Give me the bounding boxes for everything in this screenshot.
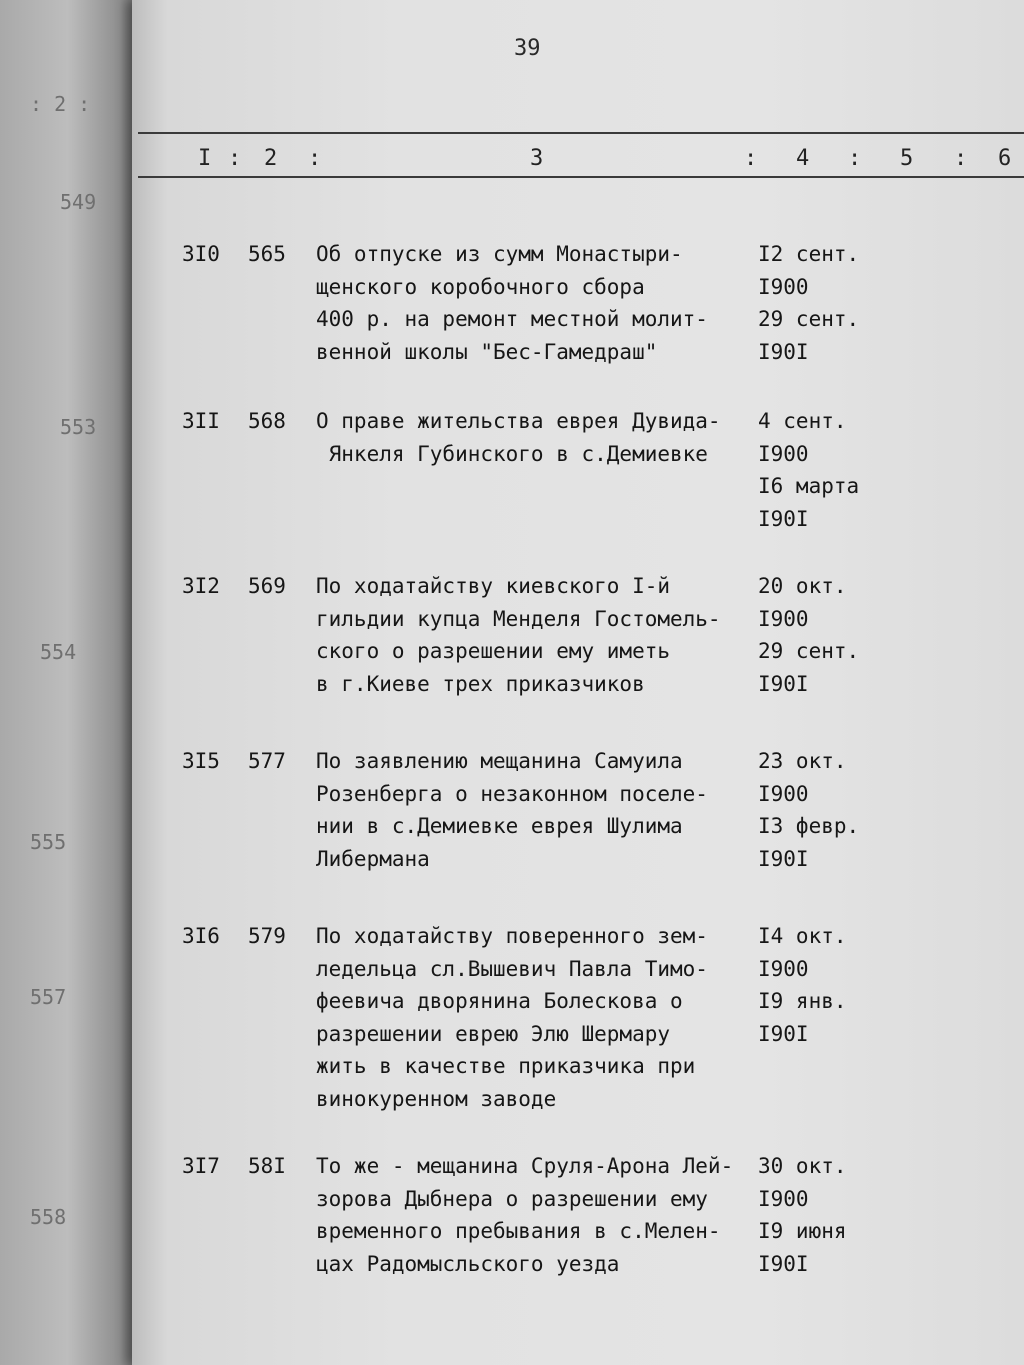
entry-description	[316, 1150, 756, 1280]
date-line: I90I	[758, 671, 809, 696]
column-header-5: 5	[900, 146, 914, 171]
facing-page-text-fragment: 555	[30, 830, 67, 854]
description-line: ского о разрешении ему иметь	[316, 639, 671, 663]
facing-page-text-fragment: 549	[60, 190, 97, 214]
date-line: 4 сент.	[758, 409, 847, 433]
description-line: цах Радомысльского уезда	[316, 1251, 620, 1276]
date-line: 30 окт.	[758, 1154, 847, 1178]
column-separator: :	[744, 146, 758, 171]
description-line: временного пребывания в с.Мелен-	[316, 1219, 721, 1243]
date-line: I90I	[758, 846, 809, 871]
entry-dates	[758, 920, 898, 1050]
date-line: I900	[758, 1186, 809, 1211]
entry-number: 3I5	[182, 749, 220, 773]
entry-description	[316, 405, 756, 470]
description-line: винокуренном заводе	[316, 1086, 557, 1111]
date-line: I9 июня	[758, 1219, 847, 1243]
description-line: Об отпуске из сумм Монастыри-	[316, 242, 683, 266]
date-line: I90I	[758, 339, 809, 364]
date-line: I900	[758, 274, 809, 299]
description-line: То же - мещанина Сруля-Арона Лей-	[316, 1154, 734, 1178]
entry-number: 3II	[182, 409, 220, 433]
date-line: I90I	[758, 506, 809, 531]
entry-number: 3I6	[182, 924, 220, 948]
case-number: 577	[248, 749, 286, 773]
date-line: I6 марта	[758, 474, 860, 498]
date-line: I900	[758, 956, 809, 981]
column-separator: :	[954, 146, 968, 171]
description-line: По ходатайству поверенного зем-	[316, 924, 708, 948]
entry-dates	[758, 405, 898, 535]
description-line: гильдии купца Менделя Гостомель-	[316, 606, 721, 631]
column-header-row	[132, 140, 1024, 180]
column-header-1: I	[198, 146, 212, 171]
description-line: нии в с.Демиевке еврея Шулима	[316, 814, 683, 838]
description-line: 400 р. на ремонт местной молит-	[316, 307, 708, 331]
column-header-6: 6	[998, 146, 1012, 171]
header-top-rule	[138, 132, 1024, 134]
description-line: венной школы "Бес-Гамедраш"	[316, 339, 658, 364]
entry-description	[316, 745, 756, 875]
description-line: Либермана	[316, 846, 430, 871]
date-line: I900	[758, 441, 809, 466]
document-page	[132, 0, 1024, 1365]
description-line: феевича дворянина Болескова о	[316, 989, 683, 1013]
date-line: I9 янв.	[758, 989, 847, 1013]
date-line: I3 февр.	[758, 814, 860, 838]
facing-page-header-fragment: : 2 :	[30, 92, 91, 116]
date-line: I4 окт.	[758, 924, 847, 948]
facing-page-text-fragment: 553	[60, 415, 97, 439]
description-line: разрешении еврею Элю Шермару	[316, 1021, 671, 1046]
date-line: I90I	[758, 1251, 809, 1276]
facing-page-edge	[0, 0, 150, 1365]
entry-dates	[758, 238, 898, 368]
entry-dates	[758, 745, 898, 875]
header-bottom-rule	[138, 176, 1024, 178]
date-line: 23 окт.	[758, 749, 847, 773]
column-separator: :	[848, 146, 862, 171]
description-line: Розенберга о незаконном поселе-	[316, 781, 708, 806]
column-header-3: 3	[530, 146, 544, 171]
date-line: 20 окт.	[758, 574, 847, 598]
date-line: 29 сент.	[758, 639, 860, 663]
case-number: 565	[248, 242, 286, 266]
entry-description	[316, 238, 756, 368]
column-separator: :	[228, 146, 242, 171]
entry-description	[316, 920, 756, 1115]
date-line: 29 сент.	[758, 307, 860, 331]
page-number: 39	[514, 36, 541, 61]
entry-dates	[758, 1150, 898, 1280]
description-line: жить в качестве приказчика при	[316, 1054, 696, 1078]
description-line: Янкеля Губинского в с.Демиевке	[316, 441, 708, 466]
column-separator: :	[308, 146, 322, 171]
case-number: 569	[248, 574, 286, 598]
date-line: I2 сент.	[758, 242, 860, 266]
description-line: По заявлению мещанина Самуила	[316, 749, 683, 773]
description-line: зорова Дыбнера о разрешении ему	[316, 1186, 708, 1211]
description-line: щенского коробочного сбора	[316, 274, 645, 299]
facing-page-text-fragment: 557	[30, 985, 67, 1009]
column-header-4: 4	[796, 146, 810, 171]
entry-dates	[758, 570, 898, 700]
date-line: I90I	[758, 1021, 809, 1046]
description-line: О праве жительства еврея Дувида-	[316, 409, 721, 433]
description-line: По ходатайству киевского I-й	[316, 574, 671, 598]
entry-description	[316, 570, 756, 700]
date-line: I900	[758, 781, 809, 806]
facing-page-text-fragment: 558	[30, 1205, 67, 1229]
column-header-2: 2	[264, 146, 278, 171]
date-line: I900	[758, 606, 809, 631]
case-number: 58I	[248, 1154, 286, 1178]
facing-page-text-fragment: 554	[40, 640, 77, 664]
entry-number: 3I2	[182, 574, 220, 598]
description-line: в г.Киеве трех приказчиков	[316, 671, 645, 696]
entry-number: 3I0	[182, 242, 220, 266]
entry-number: 3I7	[182, 1154, 220, 1178]
description-line: ледельца сл.Вышевич Павла Тимо-	[316, 956, 708, 981]
case-number: 568	[248, 409, 286, 433]
case-number: 579	[248, 924, 286, 948]
